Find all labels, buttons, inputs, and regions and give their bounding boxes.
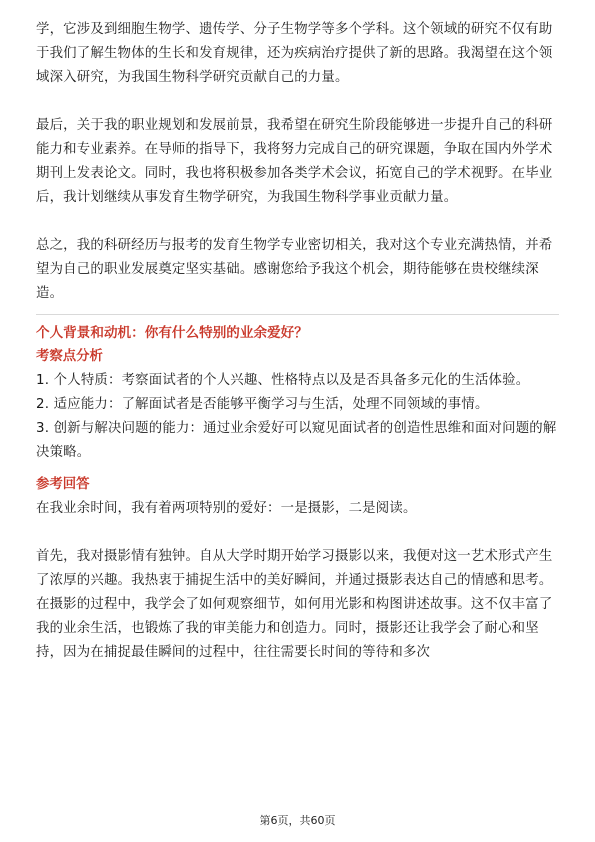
analysis-point: 2. 适应能力：了解面试者是否能够平衡学习与生活，处理不同领域的事情。 xyxy=(36,397,489,412)
document-page xyxy=(36,0,559,842)
analysis-heading: 考察点分析 xyxy=(36,349,103,364)
question-title: 个人背景和动机：你有什么特别的业余爱好？ xyxy=(36,325,308,341)
answer-heading: 参考回答 xyxy=(36,477,90,492)
analysis-point: 1. 个人特质：考察面试者的个人兴趣、性格特点以及是否具备多元化的生活体验。 xyxy=(36,373,530,388)
answer-body: 首先，我对摄影情有独钟。自从大学时期开始学习摄影以来，我便对这一艺术形式产生了浓厚的兴趣。我热衷于捕捉生活中的美好瞬间，并通过摄影表达自己的情感和思考。在摄影的过程中，我学会了如何观察细节，如何用光影和构图讲述故事。这不仅丰富了我的业余生活，也锻炼了我的审美能力和创造力。同时，摄影还让我学会了耐心和坚持，因为在捕捉最佳瞬间的过程中，往往需要长时间的等待和多次 xyxy=(36,549,553,660)
paragraph-career-plan: 最后，关于我的职业规划和发展前景，我希望在研究生阶段能够进一步提升自己的科研能力和专业素养。在导师的指导下，我将努力完成自己的研究课题，争取在国内外学术期刊上发表论文。同时，我也将积极参加各类学术会议，拓宽自己的学术视野。在毕业后，我计划继续从事发育生物学研究，为我国生物科学事业贡献力量。 xyxy=(36,118,553,205)
analysis-point: 3. 创新与解决问题的能力：通过业余爱好可以窥见面试者的创造性思维和面对问题的解决策略。 xyxy=(36,421,557,460)
paragraph-conclusion: 总之，我的科研经历与报考的发育生物学专业密切相关，我对这个专业充满热情，并希望为自己的职业发展奠定坚实基础。感谢您给予我这个机会，期待能够在贵校继续深造。 xyxy=(36,238,553,301)
answer-intro: 在我业余时间，我有着两项特别的爱好：一是摄影，二是阅读。 xyxy=(36,501,417,516)
page-number: 第6页，共60页 xyxy=(259,814,336,827)
section-divider xyxy=(36,314,559,315)
paragraph-research-field: 学，它涉及到细胞生物学、遗传学、分子生物学等多个学科。这个领域的研究不仅有助于我们了解生物体的生长和发育规律，还为疾病治疗提供了新的思路。我渴望在这个领域深入研究，为我国生物科学研究贡献自己的力量。 xyxy=(36,22,553,85)
